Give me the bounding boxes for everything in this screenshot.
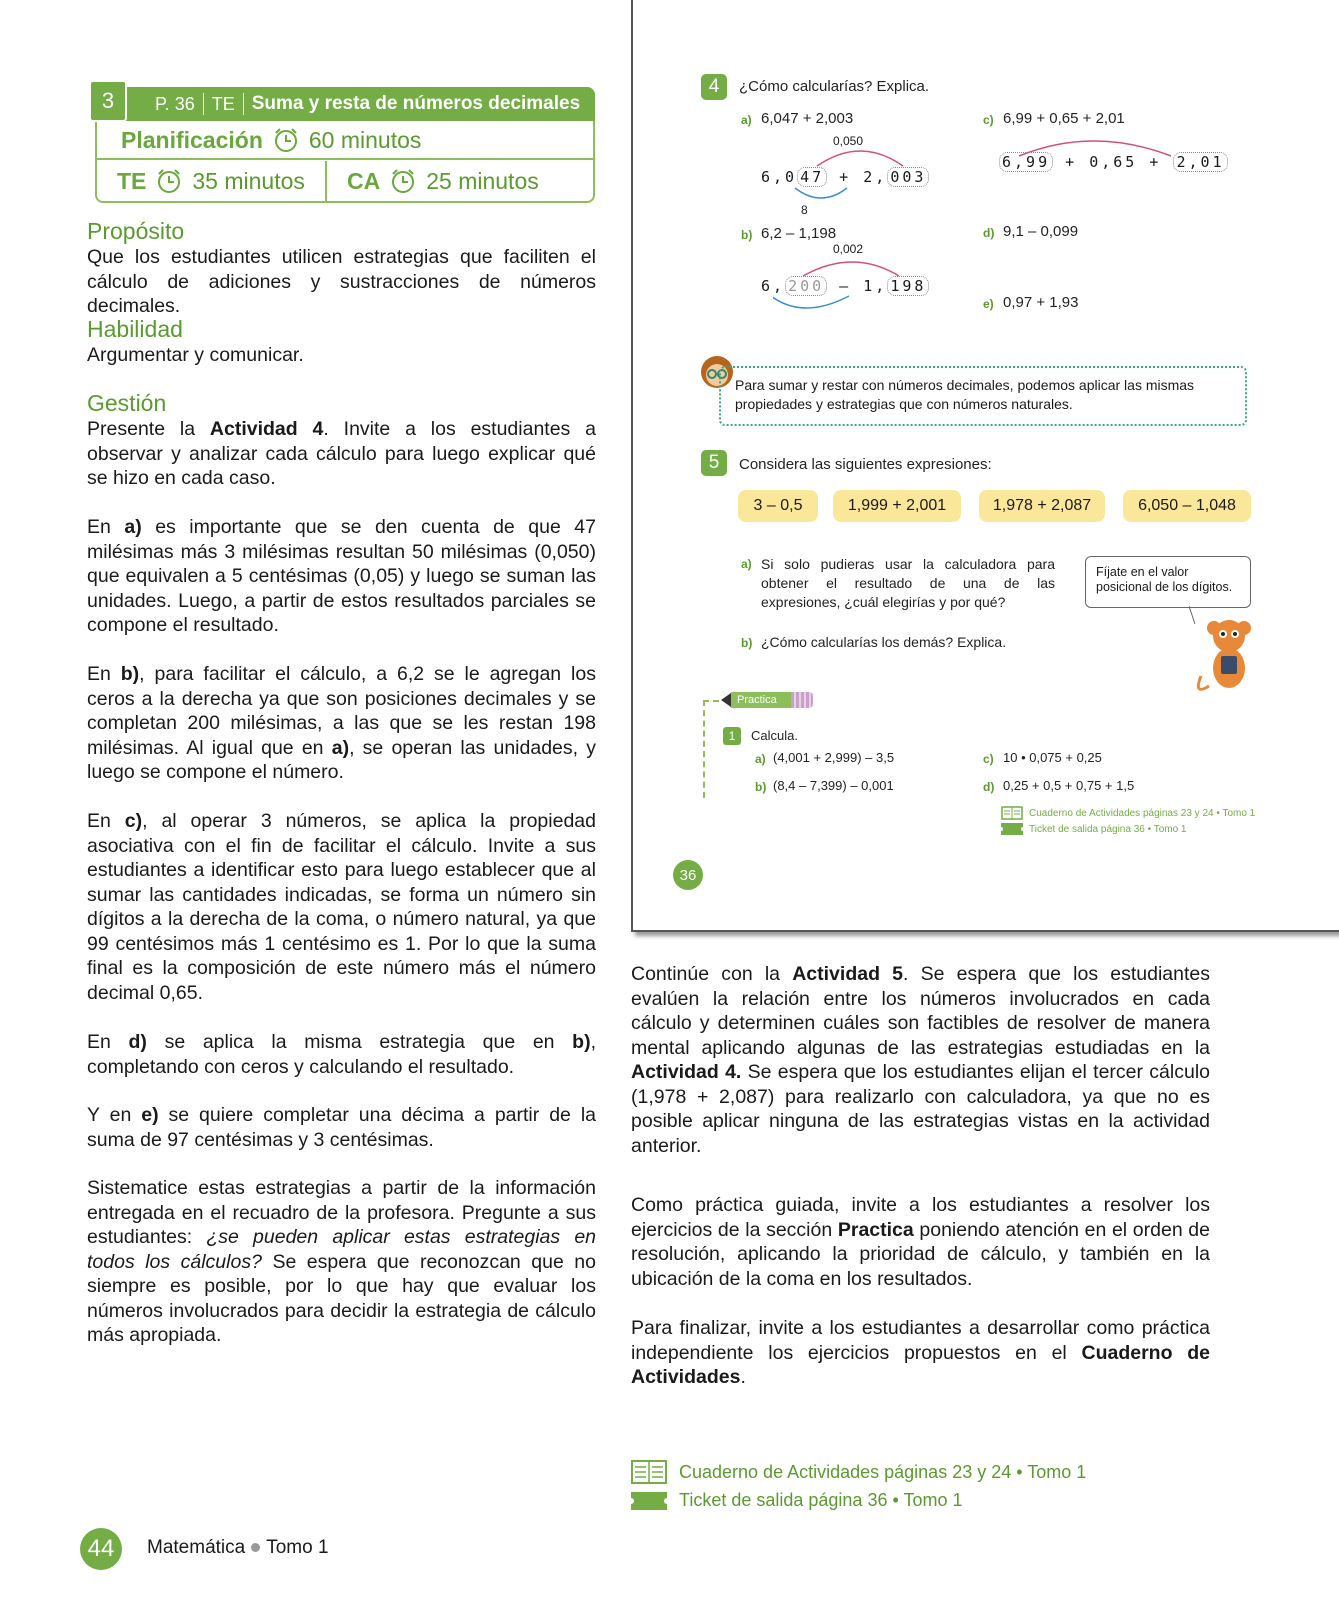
gestion-paragraph-6: Y en e) se quiere completar una décima a partir de la suma de 97 centésimas y 3 centésimas. — [87, 1104, 596, 1151]
practica-c-label: c) — [983, 752, 994, 766]
item-a-label: a) — [741, 113, 752, 127]
ca-time: 25 minutos — [426, 167, 539, 194]
activity-4-badge: 4 — [701, 74, 727, 100]
gestion-heading: Gestión — [87, 390, 167, 416]
small-ticket-ref: Ticket de salida página 36 • Tomo 1 — [1029, 824, 1187, 835]
habilidad-text: Argumentar y comunicar. — [87, 344, 304, 366]
item-b-partial-top: 0,002 — [833, 242, 864, 256]
practica-a-expression: (4,001 + 2,999) – 3,5 — [773, 750, 895, 765]
hint-bubble: Fíjate en el valor posicional de los dígitos. — [1085, 556, 1251, 608]
practica-b-label: b) — [755, 780, 767, 794]
item-e-expression: 0,97 + 1,93 — [1003, 294, 1079, 311]
item-5a-label: a) — [741, 557, 752, 571]
gestion-paragraph-1: Presente la Actividad 4. Invite a los estudiantes a observar y analizar cada cálculo para luego explicar qué se hizo en cada caso. — [87, 418, 596, 489]
practica-dashed-line-top — [703, 700, 719, 702]
alarm-clock-icon — [156, 168, 182, 194]
small-workbook-ref: Cuaderno de Actividades páginas 23 y 24 • Tomo 1 — [1029, 808, 1256, 819]
item-c-label: c) — [983, 113, 994, 127]
practica-c-expression: 10 • 0,075 + 0,25 — [1003, 750, 1102, 765]
right-paragraph-3: Para finalizar, invite a los estudiantes a desarrollar como práctica independiente los ejercicios propuestos en el Cuaderno de Actividades. — [631, 1317, 1210, 1388]
gestion-paragraph-4: En c), al operar 3 números, se aplica la propiedad asociativa con el fin de facilitar el cálculo. Invite a sus estudiantes a identificar esto para luego establecer que al sumar las cantidades indicadas, se forma un número sin dígitos a la derecha de la coma, o número natural, ya que 99 centésimos más 1 centésimo es 1. Por lo que la suma final es la composición de este número más el número decimal 0,65. — [87, 810, 596, 1004]
activity-5-question: Considera las siguientes expresiones: — [739, 456, 992, 473]
item-b-label: b) — [741, 228, 753, 242]
monkey-mascot-icon — [1189, 606, 1269, 698]
right-paragraph-2: Como práctica guiada, invite a los estudiantes a resolver los ejercicios de la sección Practica poniendo atención en el orden de resolución, aplicando la prioridad de cálculo, y también en la ubicación de la coma en los resultados. — [631, 1194, 1210, 1290]
footer-subject: Matemática Tomo 1 — [147, 1537, 329, 1558]
item-d-label: d) — [983, 226, 995, 240]
right-paragraph-1: Continúe con la Actividad 5. Se espera que los estudiantes evalúen la relación entre los números involucrados en cada cálculo y determinen cuáles son factibles de resolver de manera mental aplicando algunas de las estrategias estudiadas en la Actividad 4. Se espera que los estudiantes elijan el tercer cálculo (1,978 + 2,087) para realizarlo con calculadora, ya que no es posible aplicar ninguna de las estrategias vistas en la actividad anterior. — [631, 963, 1211, 1157]
item-c-expression: 6,99 + 0,65 + 2,01 — [1003, 110, 1125, 127]
lesson-header-bar — [95, 87, 595, 121]
practica-1-badge: 1 — [723, 727, 741, 745]
expression-pill-3: 1,978 + 2,087 — [979, 490, 1105, 522]
practica-dashed-line — [703, 700, 706, 798]
teacher-note: Para sumar y restar con números decimales, podemos aplicar las mismas propiedades y estrategias que con números naturales. — [719, 366, 1247, 426]
item-5b-text: ¿Cómo calcularías los demás? Explica. — [761, 634, 1007, 650]
time-split-row — [97, 161, 593, 201]
item-a-expression: 6,047 + 2,003 — [761, 110, 854, 127]
lesson-number: 3 — [89, 80, 127, 122]
item-5a-text: Si solo pudieras usar la calculadora para obtener el resultado de una de las expresiones, ¿cuál elegirías y por qué? — [761, 556, 1055, 610]
practica-b-expression: (8,4 – 7,399) – 0,001 — [773, 778, 894, 793]
alarm-clock-icon — [273, 127, 299, 153]
practica-d-expression: 0,25 + 0,5 + 0,75 + 1,5 — [1003, 778, 1135, 793]
pencil-eraser-icon — [791, 692, 813, 708]
ticket-icon — [1001, 823, 1023, 835]
te-time: 35 minutos — [192, 167, 305, 194]
practica-label: Practica — [731, 692, 791, 708]
item-a-digits: 6,0 47 + 2, 003 — [761, 168, 929, 186]
gestion-paragraph-2: En a) es importante que se den cuenta de que 47 milésimas más 3 milésimas resultan 50 milésimas (0,050) que equivalen a 5 centésimas (0,05) y luego se suman las unidades. Luego, a partir de estos resultados parciales se compone el resultado. — [87, 516, 596, 636]
textbook-page — [631, 0, 1339, 932]
item-5b-label: b) — [741, 636, 753, 650]
gestion-paragraph-3: En b), para facilitar el cálculo, a 6,2 se le agregan los ceros a la derecha ya que son posiciones decimales y se completan 200 milésimas, a las que se les restan 198 milésimas. Al igual que en a), se operan las unidades, y luego se compone el número. — [87, 663, 596, 783]
pencil-tip-icon — [721, 692, 731, 708]
practica-a-label: a) — [755, 752, 766, 766]
practica-d-label: d) — [983, 780, 995, 794]
item-b-digits: 6, 200 – 1, 198 — [761, 277, 929, 295]
gestion-paragraph-5: En d) se aplica la misma estrategia que en b), completando con ceros y calculando el resultado. — [87, 1031, 596, 1078]
item-d-expression: 9,1 – 0,099 — [1003, 223, 1079, 240]
textbook-page-number: 36 — [673, 860, 703, 890]
header-te: TE — [211, 93, 235, 114]
item-e-label: e) — [983, 297, 994, 311]
practica-1-instruction: Calcula. — [751, 728, 798, 743]
header-page: P. 36 — [155, 93, 195, 114]
item-b-expression: 6,2 – 1,198 — [761, 225, 837, 242]
item-a-partial-top: 0,050 — [833, 134, 864, 148]
ticket-icon — [631, 1492, 667, 1510]
ca-label: CA — [347, 167, 381, 194]
planning-row — [97, 122, 593, 160]
guide-page-number: 44 — [80, 1528, 122, 1570]
ca-cell — [327, 161, 539, 201]
workbook-icon — [631, 1460, 667, 1484]
workbook-icon — [1001, 806, 1023, 820]
planning-time: 60 minutos — [308, 126, 422, 153]
expression-pill-2: 1,999 + 2,001 — [833, 490, 961, 522]
expression-pill-1: 3 – 0,5 — [738, 490, 818, 522]
habilidad-heading: Habilidad — [87, 316, 183, 342]
activity-5-badge: 5 — [701, 450, 727, 476]
proposito-text: Que los estudiantes utilicen estrategias que faciliten el cálculo de adiciones y sustracciones de números decimales. — [87, 246, 596, 317]
item-c-digits: 6,99 + 0,65 + 2,01 — [999, 153, 1228, 171]
workbook-reference: Cuaderno de Actividades páginas 23 y 24 • Tomo 1 — [679, 1462, 1087, 1482]
activity-4-question: ¿Cómo calcularías? Explica. — [739, 78, 930, 95]
te-label: TE — [117, 167, 147, 194]
gestion-paragraph-7: Sistematice estas estrategias a partir de la información entregada en el recuadro de la profesora. Pregunte a sus estudiantes: ¿se pueden aplicar estas estrategias en todos los cálculos? Se espera que reconozcan que no siempre es posible, por lo que hay que evaluar los números involucrados para decidir la estrategia de cálculo más apropiada. — [87, 1177, 597, 1346]
te-cell — [97, 161, 327, 201]
header-title: Suma y resta de números decimales — [251, 93, 581, 114]
alarm-clock-icon — [390, 168, 416, 194]
item-a-partial-bottom: 8 — [801, 203, 808, 217]
planning-label: Planificación — [121, 126, 263, 153]
proposito-heading: Propósito — [87, 218, 185, 244]
ticket-reference: Ticket de salida página 36 • Tomo 1 — [679, 1490, 963, 1510]
expression-pill-4: 6,050 – 1,048 — [1123, 490, 1251, 522]
